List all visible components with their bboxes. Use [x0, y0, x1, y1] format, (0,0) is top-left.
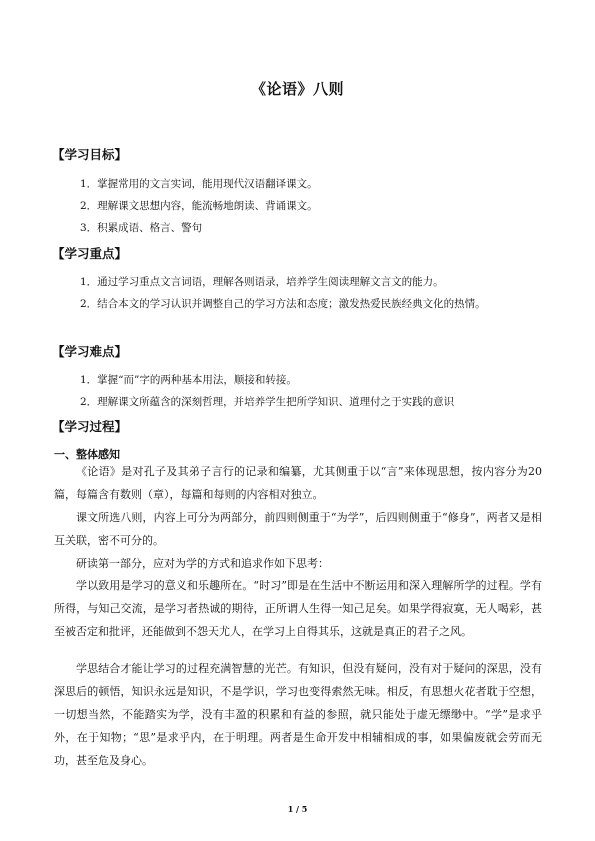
keypoint-item-1: 1．通过学习重点文言词语，理解各则语录，培养学生阅读理解文言文的能力。	[80, 276, 444, 288]
section-heading-goals: 【学习目标】	[52, 147, 128, 162]
body-paragraph-5: 学思结合才能让学习的过程充满智慧的光芒。有知识，但没有疑问，没有对于疑问的深思，没有深思后的顿悟，知识永远是知识，不是学识，学习也变得索然无味。相反，有思想火花者耽于空想，一切想当然，不能踏实为学，没有丰盈的积累和有益的参照，就只能处于虚无缥缈中。“学”是求乎外，在于知物；“思”是求乎内，在于明理。两者是生命开发中相辅相成的事，如果偏废就会劳而无功，甚至危及身心。	[54, 662, 542, 767]
subsection-heading: 一、整体感知	[54, 448, 120, 461]
section-heading-process: 【学习过程】	[52, 419, 128, 434]
difficulty-item-1: 1．掌握“而”字的两种基本用法，顺接和转接。	[80, 374, 297, 386]
section-heading-difficulties: 【学习难点】	[52, 344, 128, 359]
goal-item-3: 3．积累成语、格言、警句	[80, 222, 203, 234]
body-paragraph-4: 学以致用是学习的意义和乐趣所在。“时习”即是在生活中不断运用和深入理解所学的过程。学有所得，与知己交流，是学习者热诚的期待，正所谓人生得一知己足矣。如果学得寂寞，无人喝彩，甚至被否定和批评，还能做到不怨天尤人，在学习上自得其乐，这就是真正的君子之风。	[54, 579, 542, 638]
section-heading-keypoints: 【学习重点】	[52, 246, 128, 261]
document-title: 《论语》八则	[250, 80, 344, 98]
body-paragraph-3: 研读第一部分，应对为学的方式和追求作如下思考：	[76, 557, 329, 570]
page-indicator: 1 / 5	[287, 804, 308, 814]
keypoint-item-2: 2．结合本文的学习认识并调整自己的学习方法和态度；激发热爱民族经典文化的热情。	[80, 298, 486, 310]
goal-item-2: 2．理解课文思想内容，能流畅地朗读、背诵课文。	[80, 200, 318, 212]
body-paragraph-2: 课文所选八则，内容上可分为两部分，前四则侧重于“为学”，后四则侧重于“修身”，两者又是相互关联，密不可分的。	[54, 511, 542, 547]
goal-item-1: 1．掌握常用的文言实词，能用现代汉语翻译课文。	[80, 178, 318, 190]
body-paragraph-1: 《论语》是对孔子及其弟子言行的记录和编纂，尤其侧重于以“言”来体现思想，按内容分为20篇，每篇含有数则（章），每篇和每则的内容相对独立。	[54, 465, 542, 501]
difficulty-item-2: 2．理解课文所蕴含的深刻哲理，并培养学生把所学知识、道理付之于实践的意识	[80, 396, 455, 408]
